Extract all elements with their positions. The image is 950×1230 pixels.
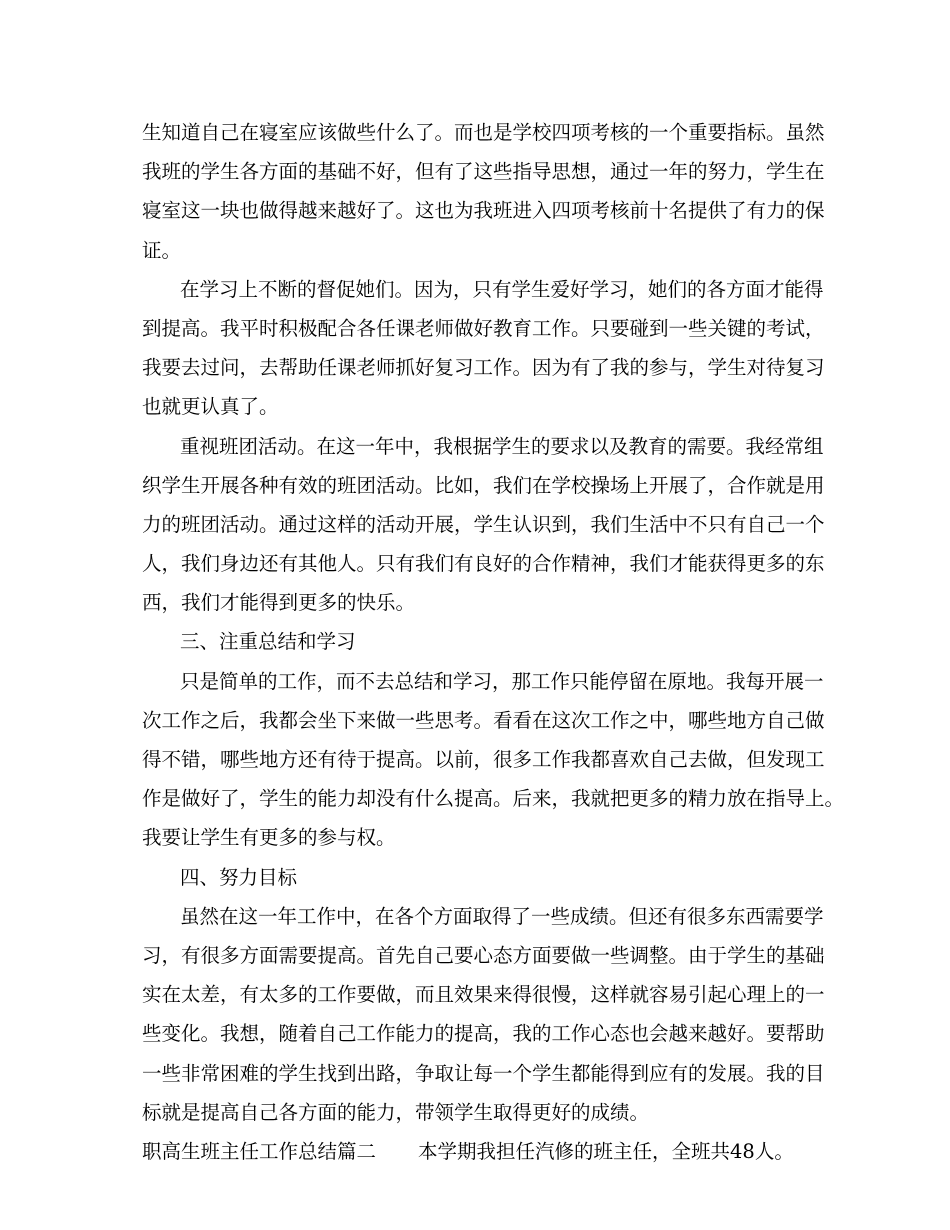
document-body <box>142 113 845 1171</box>
text-line: 生知道自己在寝室应该做些什么了。而也是学校四项考核的一个重要指标。虽然 <box>142 121 825 144</box>
paragraph-first-line: 虽然在这一年工作中，在各个方面取得了一些成绩。但还有很多东西需要学 <box>180 904 824 928</box>
document-final-line <box>142 1132 807 1171</box>
section-heading: 四、努力目标 <box>180 865 298 889</box>
text-line: 我要让学生有更多的参与权。 <box>142 826 396 850</box>
text-line: 次工作之后，我都会坐下来做一些思考。看看在这次工作之中，哪些地方自己做 <box>142 708 825 732</box>
paragraph-first-line: 重视班团活动。在这一年中，我根据学生的要求以及教育的需要。我经常组 <box>180 434 824 458</box>
text-line: 一些非常困难的学生找到出路，争取让每一个学生都能得到应有的发展。我的目 <box>142 1061 825 1085</box>
text-line: 习，有很多方面需要提高。首先自己要心态方面要做一些调整。由于学生的基础 <box>142 943 825 967</box>
text-line: 作是做好了，学生的能力却没有什么提高。后来，我就把更多的精力放在指导上。 <box>142 787 845 811</box>
text-line: 得不错，哪些地方还有待于提高。以前，很多工作我都喜欢自己去做，但发现工 <box>142 748 825 771</box>
section-heading: 三、注重总结和学习 <box>180 630 356 654</box>
text-line: 些变化。我想，随着自己工作能力的提高，我的工作心态也会越来越好。要帮助 <box>142 1022 825 1046</box>
intro-text: 本学期我担任汽修的班主任，全班共48人。 <box>418 1139 794 1163</box>
section-title: 职高生班主任工作总结篇二 <box>142 1139 377 1163</box>
text-line: 也就更认真了。 <box>142 395 279 419</box>
text-line: 实在太差，有太多的工作要做，而且效果来得很慢，这样就容易引起心理上的一 <box>142 983 825 1007</box>
text-line: 到提高。我平时积极配合各任课老师做好教育工作。只要碰到一些关键的考试， <box>142 316 825 340</box>
text-line: 寝室这一块也做得越来越好了。这也为我班进入四项考核前十名提供了有力的保 <box>142 199 825 223</box>
text-line: 标就是提高自己各方面的能力，带领学生取得更好的成绩。 <box>142 1100 650 1124</box>
paragraph-first-line: 在学习上不断的督促她们。因为，只有学生爱好学习，她们的各方面才能得 <box>180 277 824 301</box>
text-line: 证。 <box>142 238 182 262</box>
text-line: 织学生开展各种有效的班团活动。比如，我们在学校操场上开展了，合作就是用 <box>142 473 825 497</box>
text-line: 我要去过问，去帮助任课老师抓好复习工作。因为有了我的参与，学生对待复习 <box>142 356 825 380</box>
text-line: 人，我们身边还有其他人。只有我们有良好的合作精神，我们才能获得更多的东 <box>142 552 825 576</box>
text-line: 力的班团活动。通过这样的活动开展，学生认识到，我们生活中不只有自己一个 <box>142 512 825 536</box>
text-line: 我班的学生各方面的基础不好，但有了这些指导思想，通过一年的努力，学生在 <box>142 160 825 184</box>
paragraph-first-line: 只是简单的工作，而不去总结和学习，那工作只能停留在原地。我每开展一 <box>180 669 824 693</box>
text-line: 西，我们才能得到更多的快乐。 <box>142 591 416 615</box>
